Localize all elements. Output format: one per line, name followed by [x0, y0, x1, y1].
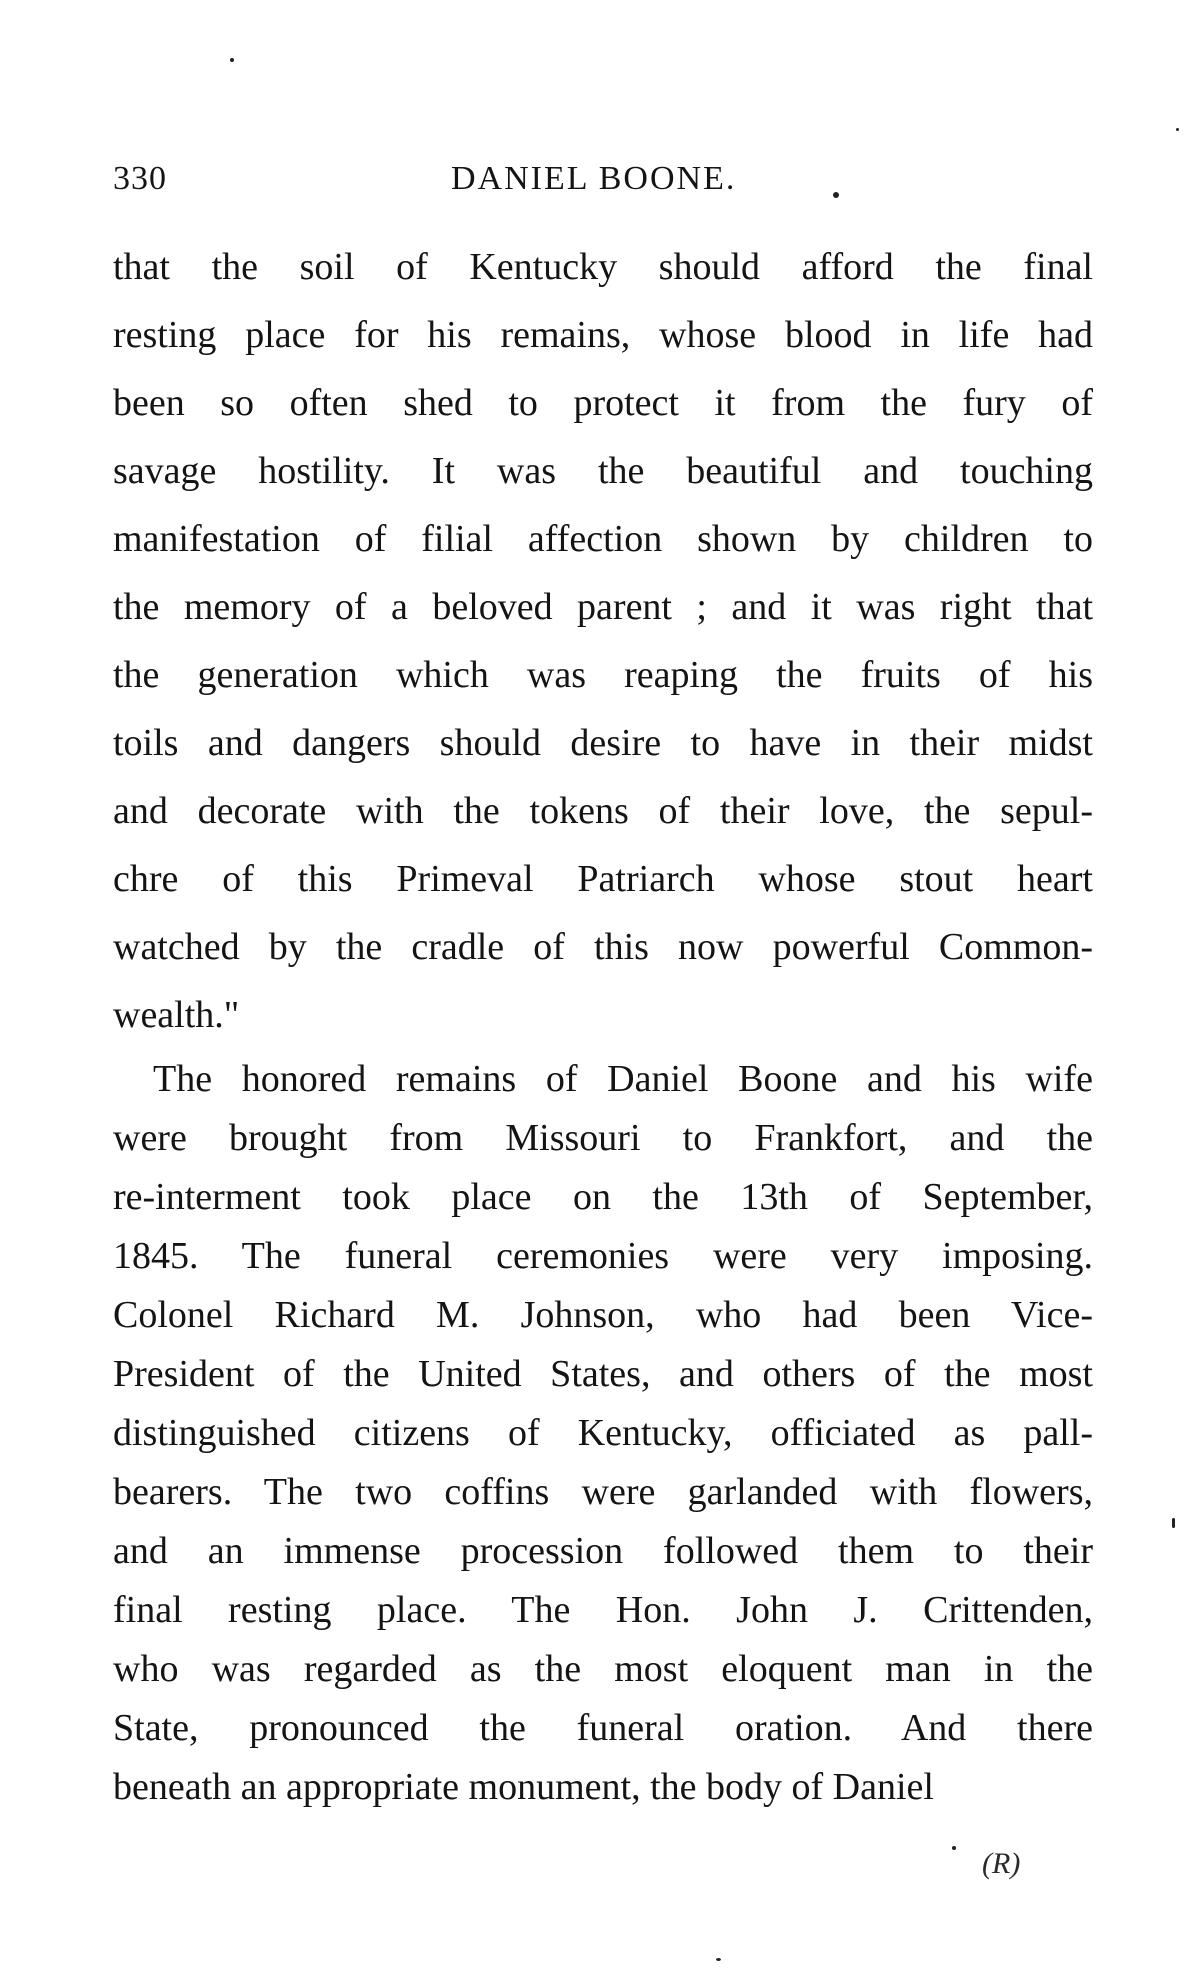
text-line: watched by the cradle of this now powerful Common- [113, 926, 1093, 968]
speck-mark [716, 1958, 721, 1961]
text-line: and an immense procession followed them to their [113, 1530, 1093, 1572]
text-line: President of the United States, and others of the most [113, 1353, 1093, 1395]
text-line: that the soil of Kentucky should afford the final [113, 246, 1093, 288]
text-line: State, pronounced the funeral oration. And there [113, 1707, 1093, 1749]
page-number: 330 [113, 160, 167, 197]
text-line: The honored remains of Daniel Boone and his wife [153, 1058, 1093, 1100]
speck-mark [952, 1846, 956, 1850]
text-line: toils and dangers should desire to have in their midst [113, 722, 1093, 764]
page-header [113, 160, 1093, 210]
text-line: final resting place. The Hon. John J. Crittenden, [113, 1589, 1093, 1631]
library-stamp: (R) [982, 1847, 1021, 1880]
text-line: chre of this Primeval Patriarch whose stout heart [113, 858, 1093, 900]
text-line: re-interment took place on the 13th of September, [113, 1176, 1093, 1218]
text-line: and decorate with the tokens of their love, the sepul- [113, 790, 1093, 832]
text-line: who was regarded as the most eloquent man in the [113, 1648, 1093, 1690]
text-line: Colonel Richard M. Johnson, who had been Vice- [113, 1294, 1093, 1336]
speck-mark [230, 58, 234, 62]
text-line: savage hostility. It was the beautiful and touching [113, 450, 1093, 492]
text-line: distinguished citizens of Kentucky, officiated as pall- [113, 1412, 1093, 1454]
text-line: wealth." [113, 994, 240, 1036]
text-line: were brought from Missouri to Frankfort, and the [113, 1117, 1093, 1159]
text-line: bearers. The two coffins were garlanded with flowers, [113, 1471, 1093, 1513]
text-line: manifestation of filial affection shown by children to [113, 518, 1093, 560]
text-line: beneath an appropriate monument, the body of Daniel [113, 1766, 934, 1808]
running-head: DANIEL BOONE. [451, 160, 737, 197]
text-line: the memory of a beloved parent ; and it was right that [113, 586, 1093, 628]
speck-mark [1172, 1518, 1175, 1528]
speck-mark [1176, 128, 1179, 131]
text-line: been so often shed to protect it from the fury of [113, 382, 1093, 424]
text-line: resting place for his remains, whose blood in life had [113, 314, 1093, 356]
text-line: the generation which was reaping the fruits of his [113, 654, 1093, 696]
speck-mark [833, 192, 839, 198]
text-line: 1845. The funeral ceremonies were very imposing. [113, 1235, 1093, 1277]
